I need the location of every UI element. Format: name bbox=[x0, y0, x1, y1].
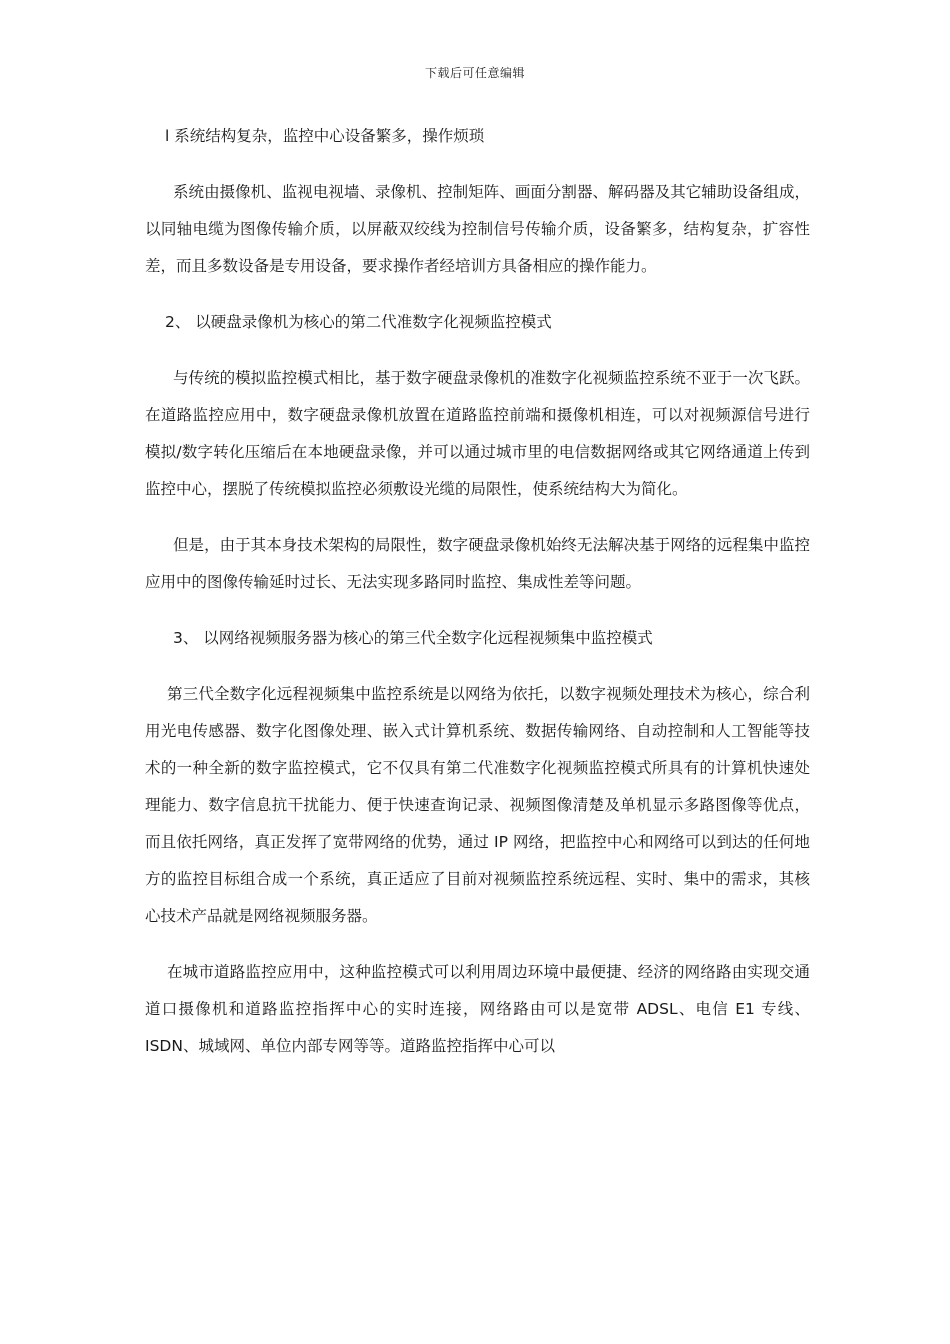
paragraph-1: 系统由摄像机、监视电视墙、录像机、控制矩阵、画面分割器、解码器及其它辅助设备组成，以同轴电缆为图像传输介质，以屏蔽双绞线为控制信号传输介质，设备繁多，结构复杂，扩容性差，而且多数设备是专用设备，要求操作者经培训方具备相应的操作能力。 bbox=[145, 183, 810, 275]
section-heading-1: l 系统结构复杂，监控中心设备繁多，操作烦琐 bbox=[165, 127, 485, 145]
document-body bbox=[145, 118, 810, 1084]
section-heading-3: 3、 以网络视频服务器为核心的第三代全数字化远程视频集中监控模式 bbox=[173, 629, 653, 647]
paragraph-2: 与传统的模拟监控模式相比，基于数字硬盘录像机的准数字化视频监控系统不亚于一次飞跃。在道路监控应用中，数字硬盘录像机放置在道路监控前端和摄像机相连，可以对视频源信号进行模拟/数字转化压缩后在本地硬盘录像，并可以通过城市里的电信数据网络或其它网络通道上传到监控中心，摆脱了传统模拟监控必须敷设光缆的局限性，使系统结构大为简化。 bbox=[145, 369, 810, 498]
paragraph-3: 但是，由于其本身技术架构的局限性，数字硬盘录像机始终无法解决基于网络的远程集中监控应用中的图像传输延时过长、无法实现多路同时监控、集成性差等问题。 bbox=[145, 536, 810, 591]
paragraph-4: 第三代全数字化远程视频集中监控系统是以网络为依托，以数字视频处理技术为核心，综合利用光电传感器、数字化图像处理、嵌入式计算机系统、数据传输网络、自动控制和人工智能等技术的一种全新的数字监控模式，它不仅具有第二代准数字化视频监控模式所具有的计算机快速处理能力、数字信息抗干扰能力、便于快速查询记录、视频图像清楚及单机显示多路图像等优点，而且依托网络，真正发挥了宽带网络的优势，通过 IP 网络，把监控中心和网络可以到达的任何地方的监控目标组合成一个系统，真正适应了目前对视频监控系统远程、实时、集中的需求，其核心技术产品就是网络视频服务器。 bbox=[145, 685, 810, 925]
section-heading-2: 2、 以硬盘录像机为核心的第二代准数字化视频监控模式 bbox=[165, 313, 552, 331]
paragraph-5: 在城市道路监控应用中，这种监控模式可以利用周边环境中最便捷、经济的网络路由实现交通道口摄像机和道路监控指挥中心的实时连接，网络路由可以是宽带 ADSL、电信 E1 专线、ISDN、城域网、单位内部专网等等。道路监控指挥中心可以 bbox=[145, 963, 810, 1055]
page-header-note: 下载后可任意编辑 bbox=[424, 66, 525, 80]
